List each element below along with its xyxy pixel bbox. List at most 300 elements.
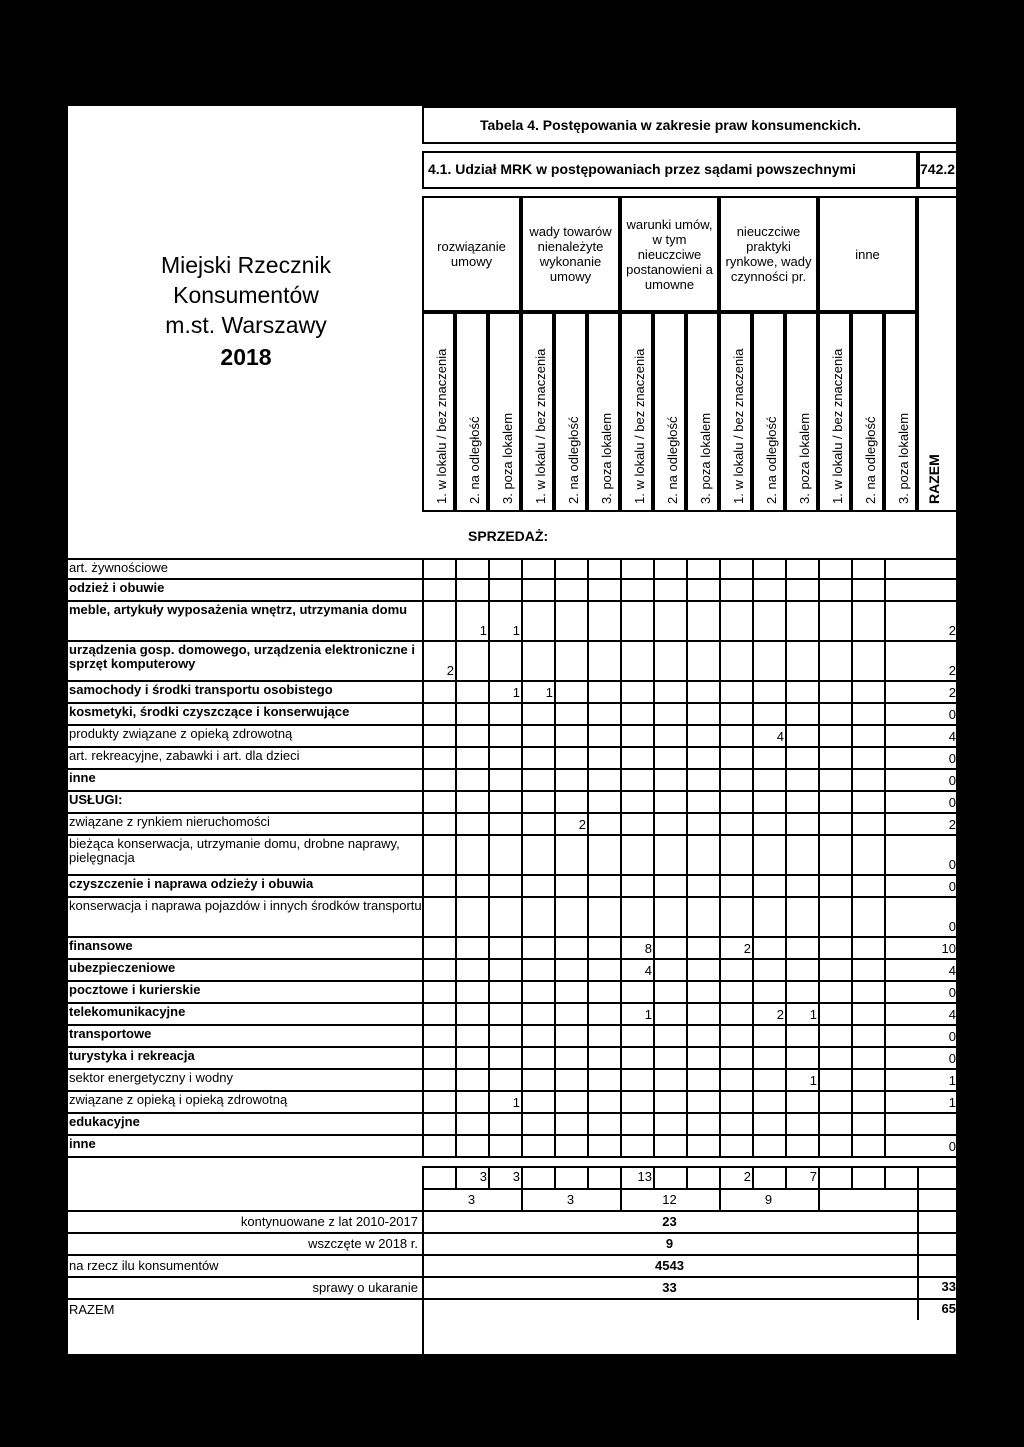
cell-divider: [818, 680, 820, 702]
cell-divider: [653, 600, 655, 640]
cell-divider: [455, 958, 457, 980]
org-year: 2018: [220, 344, 272, 370]
cell-value: 1: [512, 685, 520, 700]
cell-divider: [521, 1046, 523, 1068]
subheader-cell: [889, 316, 921, 508]
label-divider: [422, 724, 424, 746]
cell-divider: [554, 1046, 556, 1068]
cell-divider: [554, 790, 556, 812]
summary-cell: 13: [637, 1169, 652, 1184]
cell-divider: [719, 558, 721, 578]
label-divider: [422, 600, 424, 640]
cell-divider: [818, 600, 820, 640]
cell-divider: [719, 640, 721, 680]
subheader-label: 1. w lokalu / bez znaczenia: [731, 348, 746, 504]
summary-cell: 3: [479, 1169, 487, 1184]
cell-divider: [653, 812, 655, 834]
summary-divider: [587, 1166, 589, 1188]
cell-divider: [818, 1112, 820, 1134]
row-separator: [66, 558, 958, 560]
cell-divider: [851, 1024, 853, 1046]
cell-divider: [653, 1090, 655, 1112]
cell-divider: [521, 558, 523, 578]
cell-divider: [818, 790, 820, 812]
cell-divider: [752, 790, 754, 812]
summary-line: [66, 1276, 958, 1278]
cell-divider: [884, 1134, 886, 1156]
cell-divider: [686, 558, 688, 578]
cell-divider: [686, 1134, 688, 1156]
cell-divider: [785, 790, 787, 812]
cell-divider: [752, 600, 754, 640]
cell-divider: [752, 1024, 754, 1046]
cell-divider: [488, 640, 490, 680]
label-divider: [422, 578, 424, 600]
group-header-label: [426, 198, 517, 310]
cell-divider: [521, 1090, 523, 1112]
cell-divider: [587, 746, 589, 768]
cell-divider: [620, 1134, 622, 1156]
cell-divider: [752, 958, 754, 980]
cell-divider: [752, 1112, 754, 1134]
cell-divider: [587, 1090, 589, 1112]
summary-group-total: 3: [566, 1192, 575, 1207]
cell-divider: [587, 812, 589, 834]
cell-divider: [488, 936, 490, 958]
cell-divider: [752, 1090, 754, 1112]
cell-divider: [653, 746, 655, 768]
summary-line: [422, 1166, 958, 1168]
label-divider: [422, 1046, 424, 1068]
cell-divider: [653, 768, 655, 790]
cell-divider: [521, 1112, 523, 1134]
group-header-label: [822, 198, 913, 310]
cell-divider: [851, 578, 853, 600]
cell-divider: [620, 790, 622, 812]
summary-total-divider: [917, 1210, 919, 1232]
cell-divider: [818, 936, 820, 958]
cell-divider: [851, 1002, 853, 1024]
row-label: finansowe: [69, 938, 133, 953]
cell-divider: [653, 1134, 655, 1156]
org-name-line2: Konsumentów: [173, 282, 319, 308]
cell-divider: [554, 834, 556, 874]
cell-divider: [455, 1090, 457, 1112]
cell-divider: [719, 768, 721, 790]
row-label: pocztowe i kurierskie: [69, 982, 201, 997]
cell-divider: [785, 680, 787, 702]
cell-divider: [587, 936, 589, 958]
cell-divider: [851, 790, 853, 812]
cell-divider: [686, 1024, 688, 1046]
cell-divider: [851, 896, 853, 936]
cell-divider: [653, 958, 655, 980]
row-label: związane z opieką i opieką zdrowotną: [69, 1092, 288, 1107]
cell-divider: [620, 1046, 622, 1068]
row-separator: [66, 936, 958, 938]
cell-divider: [554, 1090, 556, 1112]
cell-divider: [719, 896, 721, 936]
cell-divider: [686, 702, 688, 724]
row-label: sektor energetyczny i wodny: [69, 1070, 234, 1085]
cell-divider: [455, 1046, 457, 1068]
cell-divider: [686, 812, 688, 834]
cell-divider: [521, 980, 523, 1002]
cell-divider: [884, 768, 886, 790]
row-label: konserwacja i naprawa pojazdów i innych środków transportu: [69, 898, 422, 913]
cell-divider: [455, 834, 457, 874]
group-header-text: wady towarów nienależyte wykonanie umowy: [529, 224, 612, 284]
cell-divider: [521, 724, 523, 746]
cell-divider: [455, 578, 457, 600]
row-separator: [66, 1134, 958, 1136]
cell-divider: [455, 680, 457, 702]
cell-value: 1: [512, 1095, 520, 1110]
cell-divider: [884, 558, 886, 578]
cell-divider: [653, 874, 655, 896]
cell-divider: [686, 1046, 688, 1068]
summary-value: 4543: [655, 1258, 684, 1273]
cell-divider: [620, 702, 622, 724]
cell-divider: [686, 936, 688, 958]
cell-value: 4: [776, 729, 784, 744]
cell-value: 1: [545, 685, 553, 700]
cell-value: 1: [644, 1007, 652, 1022]
cell-divider: [620, 680, 622, 702]
cell-divider: [554, 874, 556, 896]
cell-divider: [686, 1090, 688, 1112]
cell-divider: [488, 768, 490, 790]
cell-divider: [488, 1046, 490, 1068]
cell-divider: [554, 936, 556, 958]
cell-divider: [554, 680, 556, 702]
cell-divider: [818, 1024, 820, 1046]
cell-divider: [719, 1090, 721, 1112]
cell-divider: [884, 680, 886, 702]
cell-divider: [587, 724, 589, 746]
cell-divider: [455, 874, 457, 896]
cell-divider: [752, 1046, 754, 1068]
cell-divider: [521, 640, 523, 680]
cell-divider: [554, 1134, 556, 1156]
cell-divider: [818, 812, 820, 834]
cell-divider: [521, 874, 523, 896]
row-total: 1: [948, 1073, 956, 1088]
cell-divider: [554, 702, 556, 724]
label-divider: [422, 936, 424, 958]
cell-divider: [884, 600, 886, 640]
cell-divider: [587, 768, 589, 790]
subheader-label: 2. na odległość: [467, 416, 482, 504]
summary-total-divider: [917, 1232, 919, 1254]
cell-divider: [851, 600, 853, 640]
cell-divider: [818, 578, 820, 600]
cell-divider: [488, 790, 490, 812]
subheader-label: 3. poza lokalem: [500, 412, 515, 504]
label-divider: [422, 1068, 424, 1090]
subheader-label: 2. na odległość: [764, 416, 779, 504]
cell-divider: [488, 746, 490, 768]
cell-divider: [719, 1046, 721, 1068]
cell-divider: [686, 958, 688, 980]
row-total: 4: [948, 729, 956, 744]
label-divider: [422, 680, 424, 702]
cell-divider: [455, 640, 457, 680]
cell-divider: [752, 702, 754, 724]
cell-divider: [521, 896, 523, 936]
cell-divider: [653, 680, 655, 702]
cell-divider: [521, 812, 523, 834]
row-total: 1: [948, 1095, 956, 1110]
cell-divider: [719, 958, 721, 980]
subheader-label: 2. na odległość: [566, 416, 581, 504]
cell-divider: [686, 600, 688, 640]
summary-total-divider: [917, 1254, 919, 1276]
cell-divider: [686, 790, 688, 812]
cell-value: 2: [578, 817, 586, 832]
group-header-label: [525, 198, 616, 310]
row-label: telekomunikacyjne: [69, 1004, 186, 1019]
cell-value: 1: [479, 623, 487, 638]
cell-divider: [818, 746, 820, 768]
summary-divider: [884, 1166, 886, 1188]
cell-divider: [488, 980, 490, 1002]
cell-value: 2: [743, 941, 751, 956]
cell-divider: [884, 640, 886, 680]
cell-divider: [554, 600, 556, 640]
row-separator: [66, 1046, 958, 1048]
summary-divider: [917, 1166, 919, 1188]
cell-value: 4: [644, 963, 652, 978]
group-header-text: warunki umów, w tym nieuczciwe postanowieni a umowne: [626, 216, 713, 292]
cell-divider: [455, 936, 457, 958]
cell-divider: [851, 958, 853, 980]
cell-divider: [884, 746, 886, 768]
cell-divider: [884, 578, 886, 600]
cell-divider: [620, 1090, 622, 1112]
summary-cell: 7: [809, 1169, 817, 1184]
cell-divider: [818, 724, 820, 746]
cell-divider: [587, 790, 589, 812]
cell-divider: [554, 640, 556, 680]
cell-divider: [455, 1134, 457, 1156]
cell-divider: [785, 578, 787, 600]
cell-divider: [554, 578, 556, 600]
cell-divider: [620, 768, 622, 790]
summary-total: 65: [941, 1301, 956, 1316]
cell-divider: [587, 702, 589, 724]
summary-line: [66, 1298, 958, 1300]
cell-divider: [620, 600, 622, 640]
row-label: kosmetyki, środki czyszczące i konserwujące: [69, 704, 350, 719]
cell-divider: [884, 1068, 886, 1090]
cell-divider: [587, 1046, 589, 1068]
row-label: meble, artykuły wyposażenia wnętrz, utrzymania domu: [69, 602, 408, 617]
row-total: 0: [948, 707, 956, 722]
summary-divider: [554, 1166, 556, 1188]
cell-divider: [818, 640, 820, 680]
cell-divider: [884, 790, 886, 812]
cell-divider: [455, 1068, 457, 1090]
summary-cell: 3: [512, 1169, 520, 1184]
cell-divider: [587, 578, 589, 600]
cell-divider: [884, 834, 886, 874]
cell-divider: [851, 812, 853, 834]
cell-divider: [851, 680, 853, 702]
cell-divider: [455, 724, 457, 746]
cell-divider: [719, 702, 721, 724]
cell-divider: [818, 1090, 820, 1112]
cell-value: 1: [809, 1007, 817, 1022]
cell-divider: [554, 1112, 556, 1134]
row-total: 0: [948, 1139, 956, 1154]
cell-divider: [653, 790, 655, 812]
cell-divider: [686, 724, 688, 746]
summary-value: 9: [665, 1236, 674, 1251]
label-divider: [422, 980, 424, 1002]
cell-divider: [785, 874, 787, 896]
cell-divider: [752, 768, 754, 790]
cell-value: 2: [776, 1007, 784, 1022]
cell-divider: [884, 1046, 886, 1068]
group-header-text: inne: [855, 246, 880, 262]
cell-divider: [752, 874, 754, 896]
row-total: 2: [948, 817, 956, 832]
cell-divider: [752, 578, 754, 600]
cell-divider: [488, 1068, 490, 1090]
cell-divider: [686, 640, 688, 680]
cell-divider: [851, 640, 853, 680]
cell-divider: [488, 834, 490, 874]
cell-divider: [719, 1002, 721, 1024]
razem-header-cell: [919, 316, 951, 508]
cell-divider: [686, 874, 688, 896]
label-divider: [422, 702, 424, 724]
row-label: samochody i środki transportu osobistego: [69, 682, 333, 697]
cell-divider: [785, 958, 787, 980]
label-divider: [422, 834, 424, 874]
label-divider: [422, 1024, 424, 1046]
cell-divider: [752, 746, 754, 768]
subheader-label: 3. poza lokalem: [896, 412, 911, 504]
cell-divider: [818, 702, 820, 724]
cell-divider: [851, 724, 853, 746]
cell-divider: [620, 980, 622, 1002]
label-divider: [422, 746, 424, 768]
label-divider: [422, 1002, 424, 1024]
cell-divider: [818, 768, 820, 790]
label-divider: [422, 768, 424, 790]
cell-divider: [521, 936, 523, 958]
row-total: 2: [948, 663, 956, 678]
row-total: 0: [948, 1029, 956, 1044]
cell-divider: [455, 768, 457, 790]
cell-divider: [851, 980, 853, 1002]
cell-divider: [620, 1068, 622, 1090]
label-divider: [422, 1134, 424, 1156]
cell-divider: [620, 874, 622, 896]
cell-divider: [620, 1112, 622, 1134]
cell-divider: [719, 746, 721, 768]
summary-group-total: 12: [662, 1192, 677, 1207]
cell-value: 1: [512, 623, 520, 638]
cell-divider: [752, 834, 754, 874]
cell-divider: [620, 746, 622, 768]
cell-divider: [884, 1112, 886, 1134]
cell-divider: [818, 958, 820, 980]
cell-divider: [653, 980, 655, 1002]
cell-divider: [884, 980, 886, 1002]
cell-divider: [818, 896, 820, 936]
group-header-label: [624, 198, 715, 310]
cell-divider: [752, 896, 754, 936]
cell-value: 2: [446, 663, 454, 678]
cell-divider: [851, 558, 853, 578]
summary-divider: [752, 1166, 754, 1188]
cell-divider: [851, 702, 853, 724]
label-divider: [422, 874, 424, 896]
row-total: 0: [948, 751, 956, 766]
row-total: 10: [941, 941, 956, 956]
row-total: 0: [948, 985, 956, 1000]
cell-divider: [686, 746, 688, 768]
row-total: 0: [948, 795, 956, 810]
razem-header-label: RAZEM: [926, 454, 942, 504]
cell-divider: [851, 768, 853, 790]
cell-divider: [488, 874, 490, 896]
label-divider: [422, 1112, 424, 1134]
cell-divider: [884, 1002, 886, 1024]
cell-divider: [653, 702, 655, 724]
cell-divider: [521, 578, 523, 600]
group-header-text: nieuczciwe praktyki rynkowe, wady czynności pr.: [725, 224, 812, 284]
row-label: art. rekreacyjne, zabawki i art. dla dzieci: [69, 748, 300, 763]
summary-total: 33: [941, 1279, 956, 1294]
row-label: edukacyjne: [69, 1114, 140, 1129]
row-total: 2: [948, 623, 956, 638]
org-name-line3: m.st. Warszawy: [165, 312, 327, 338]
cell-divider: [818, 834, 820, 874]
label-divider: [422, 1090, 424, 1112]
cell-divider: [653, 1068, 655, 1090]
summary-value: 23: [662, 1214, 677, 1229]
cell-divider: [884, 702, 886, 724]
cell-divider: [587, 834, 589, 874]
cell-divider: [785, 1112, 787, 1134]
cell-divider: [488, 578, 490, 600]
cell-divider: [653, 896, 655, 936]
cell-value: 8: [644, 941, 652, 956]
cell-divider: [521, 834, 523, 874]
cell-divider: [719, 812, 721, 834]
subheader-label: 2. na odległość: [863, 416, 878, 504]
label-divider: [422, 790, 424, 812]
cell-divider: [785, 768, 787, 790]
cell-divider: [587, 640, 589, 680]
cell-divider: [554, 724, 556, 746]
row-label: czyszczenie i naprawa odzieży i obuwia: [69, 876, 314, 891]
cell-divider: [554, 746, 556, 768]
cell-divider: [653, 1112, 655, 1134]
cell-divider: [587, 896, 589, 936]
row-total: 4: [948, 1007, 956, 1022]
cell-divider: [686, 980, 688, 1002]
cell-divider: [455, 702, 457, 724]
cell-divider: [785, 936, 787, 958]
cell-divider: [488, 558, 490, 578]
cell-divider: [884, 874, 886, 896]
cell-divider: [587, 1134, 589, 1156]
